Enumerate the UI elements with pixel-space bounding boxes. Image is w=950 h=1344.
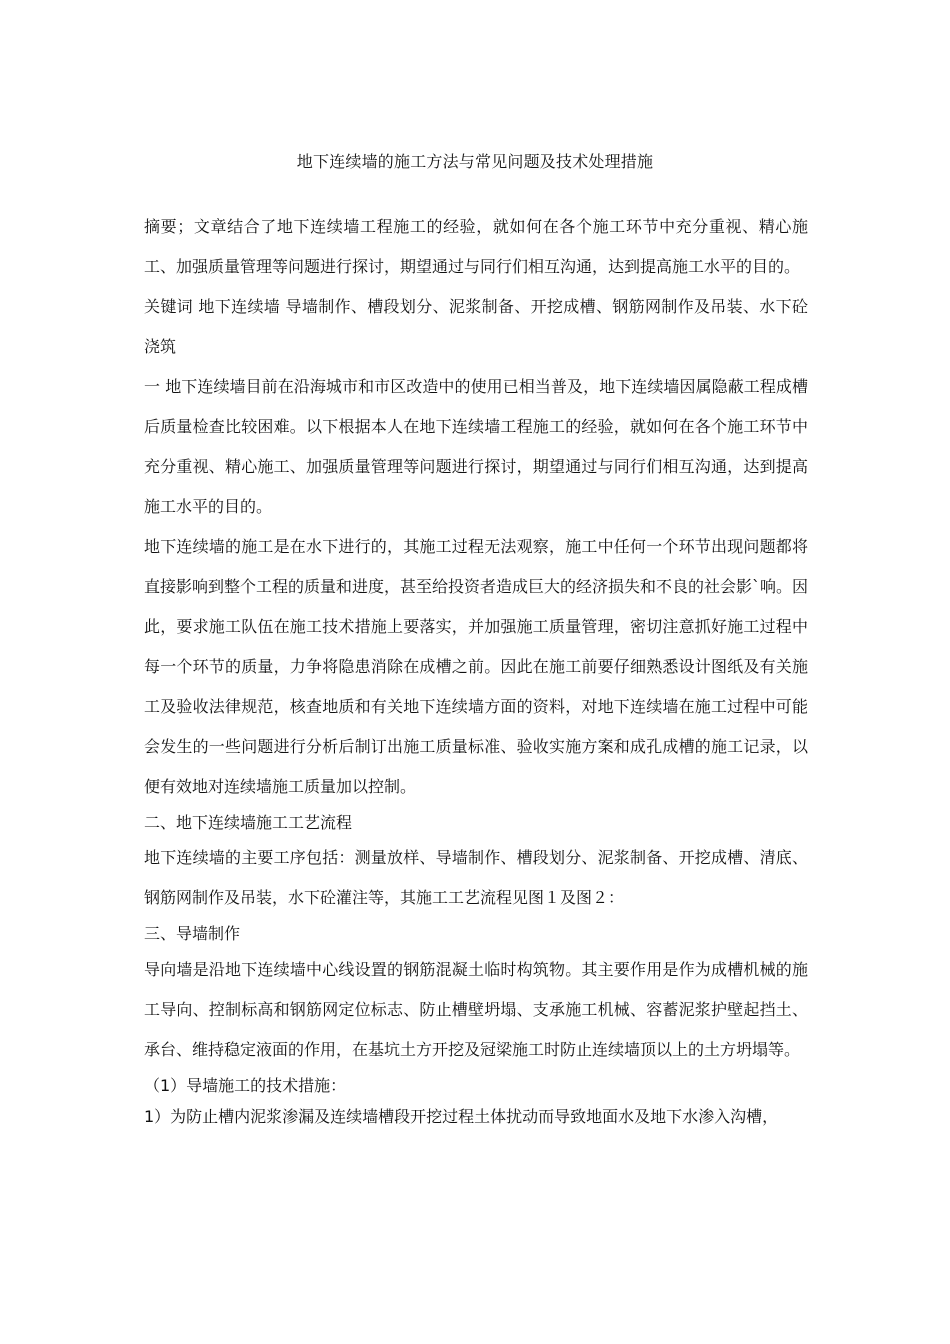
section-one-paragraph: 一 地下连续墙目前在沿海城市和市区改造中的使用已相当普及，地下连续墙因属隐蔽工程成槽后质量检查比较困难。以下根据本人在地下连续墙工程施工的经验，就如何在各个施工环节中充分重视、精心施工、加强质量管理等问题进行探讨，期望通过与同行们相互沟通，达到提高施工水平的目的。: [144, 377, 808, 516]
section-two-heading: 二、地下连续墙施工工艺流程: [144, 813, 353, 832]
abstract-paragraph: 摘要；文章结合了地下连续墙工程施工的经验，就如何在各个施工环节中充分重视、精心施工、加强质量管理等问题进行探讨，期望通过与同行们相互沟通，达到提高施工水平的目的。: [144, 217, 808, 276]
document-body: [144, 207, 808, 1133]
keywords-paragraph: 关键词 地下连续墙 导墙制作、槽段划分、泥浆制备、开挖成槽、钢筋网制作及吊装、水下砼浇筑: [144, 297, 808, 356]
measure-paragraph: 1）为防止槽内泥浆渗漏及连续墙槽段开挖过程土体扰动而导致地面水及地下水渗入沟槽，: [144, 1107, 779, 1127]
guide-wall-paragraph: 导向墙是沿地下连续墙中心线设置的钢筋混凝土临时构筑物。其主要作用是作为成槽机械的施工导向、控制标高和钢筋网定位标志、防止槽壁坍塌、支承施工机械、容蓄泥浆护壁起挡土、承台、维持稳定液面的作用，在基坑土方开挖及冠梁施工时防止连续墙顶以上的土方坍塌等。: [144, 959, 808, 1059]
subsection-heading: （1）导墙施工的技术措施：: [144, 1075, 347, 1095]
process-paragraph: 地下连续墙的主要工序包括：测量放样、导墙制作、槽段划分、泥浆制备、开挖成槽、清底、钢筋网制作及吊装，水下砼灌注等，其施工工艺流程见图１及图２：: [144, 848, 808, 908]
construction-paragraph: 地下连续墙的施工是在水下进行的，其施工过程无法观察，施工中任何一个环节出现问题都将直接影响到整个工程的质量和进度，甚至给投资者造成巨大的经济损失和不良的社会影`响。因此，要求施工队伍在施工技术措施上要落实，并加强施工质量管理，密切注意抓好施工过程中每一个环节的质量，力争将隐患消除在成槽之前。因此在施工前要仔细熟悉设计图纸及有关施工及验收法律规范，核查地质和有关地下连续墙方面的资料，对地下连续墙在施工过程中可能会发生的一些问题进行分析后制订出施工质量标准、验收实施方案和成孔成槽的施工记录，以便有效地对连续墙施工质量加以控制。: [144, 537, 809, 796]
document-title: 地下连续墙的施工方法与常见问题及技术处理措施: [296, 152, 654, 171]
section-three-heading: 三、导墙制作: [144, 924, 241, 944]
